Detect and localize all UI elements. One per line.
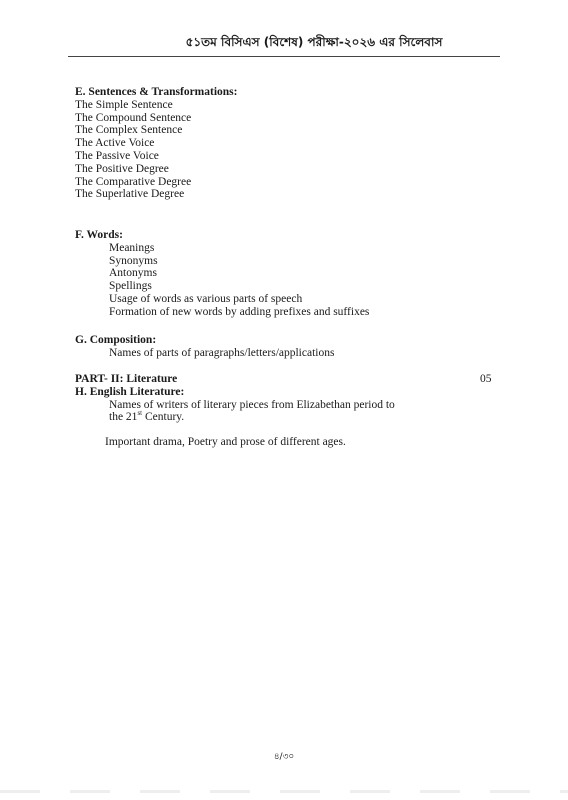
section-composition xyxy=(75,334,334,360)
list-item: The Simple Sentence xyxy=(75,98,173,111)
list-item: Spellings xyxy=(109,280,152,293)
page-header xyxy=(0,34,568,54)
section-sentences-transformations xyxy=(75,86,237,201)
section-words xyxy=(75,229,369,319)
list-item: The Superlative Degree xyxy=(75,188,185,201)
section-title: F. Words: xyxy=(75,229,123,241)
section-title: H. English Literature: xyxy=(75,385,185,398)
list-item: The Complex Sentence xyxy=(75,124,183,137)
section-part-two-literature xyxy=(75,373,495,449)
section-title: E. Sentences & Transformations: xyxy=(75,86,238,98)
list-item: Formation of new words by adding prefixes and suffixes xyxy=(109,305,370,318)
section-title: G. Composition: xyxy=(75,334,157,346)
list-item: The Active Voice xyxy=(75,137,155,150)
list-item: Antonyms xyxy=(109,267,157,280)
list-item: Synonyms xyxy=(109,254,158,267)
list-item: The Compound Sentence xyxy=(75,111,192,124)
list-item: The Positive Degree xyxy=(75,162,169,175)
list-item: Important drama, Poetry and prose of different ages. xyxy=(105,436,346,449)
part-title: PART- II: Literature xyxy=(75,373,178,385)
text-segment: the 21 xyxy=(109,411,138,424)
text-segment: Century. xyxy=(142,411,185,424)
list-item: Names of parts of paragraphs/letters/applications xyxy=(109,346,335,359)
page-number: ৪/৩০ xyxy=(273,752,295,762)
list-item: Names of writers of literary pieces from Elizabethan period to xyxy=(109,398,395,411)
superscript: st xyxy=(137,409,143,418)
list-item-continued xyxy=(75,411,495,424)
header-divider xyxy=(68,56,500,57)
scan-artifact xyxy=(0,790,568,793)
list-item: The Comparative Degree xyxy=(75,175,192,188)
header-title: ৫১তম বিসিএস (বিশেষ) পরীক্ষা-২০২৬ এর সিলেবাস xyxy=(185,35,443,49)
list-item: Meanings xyxy=(109,241,155,254)
list-item: The Passive Voice xyxy=(75,149,159,162)
list-item: Usage of words as various parts of speech xyxy=(109,292,303,305)
marks-value: 05 xyxy=(480,373,492,385)
